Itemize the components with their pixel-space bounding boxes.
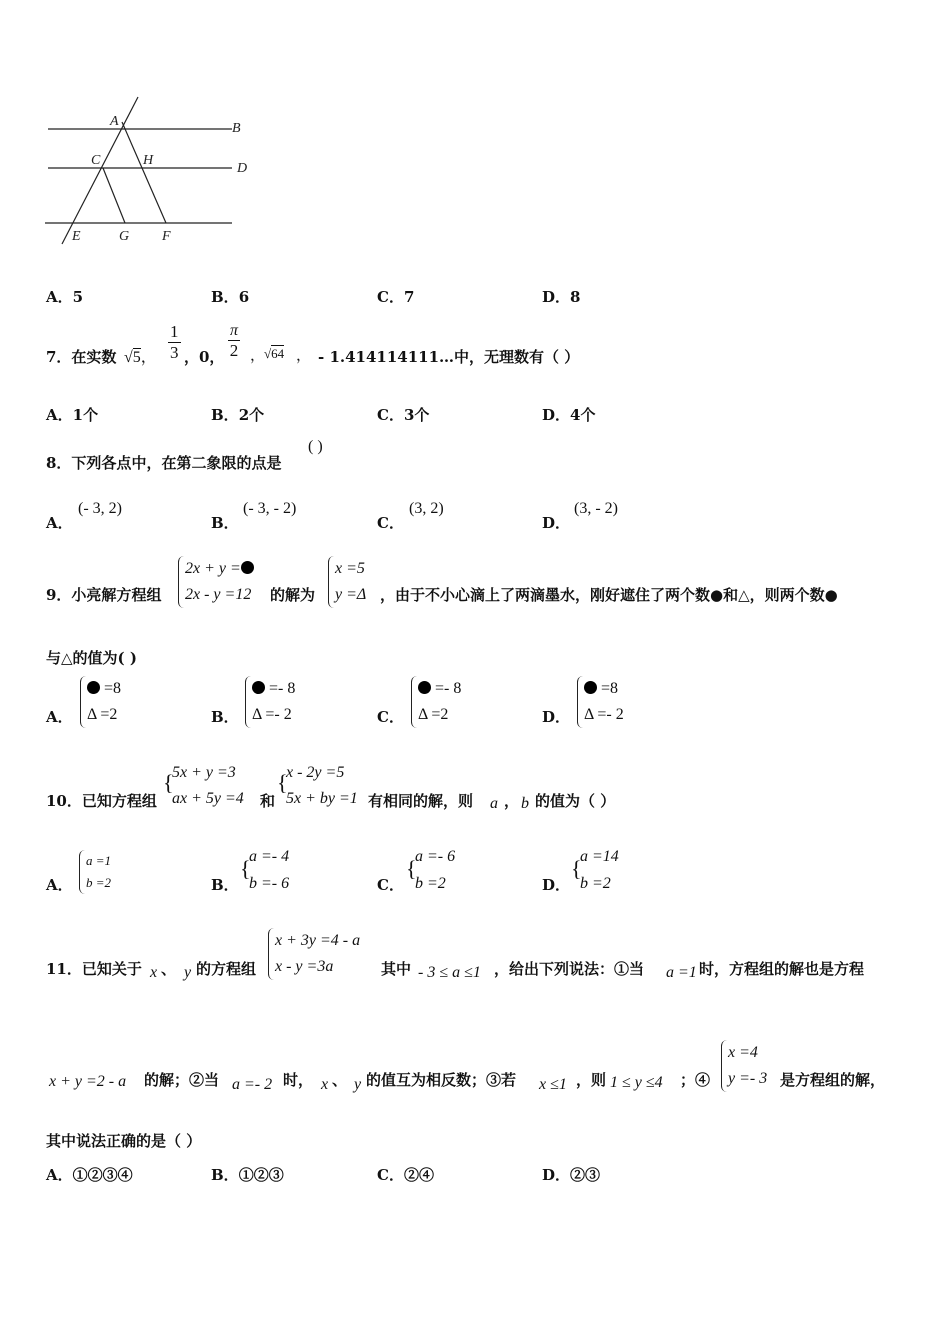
q10-var-b: b bbox=[521, 795, 529, 812]
q7-option-c[interactable]: C．3个 bbox=[377, 406, 430, 424]
q7-option-d[interactable]: D．4个 bbox=[542, 406, 596, 424]
q10-option-a[interactable]: a =1 b =2 bbox=[79, 850, 111, 894]
q11-option-d[interactable]: D．②③ bbox=[542, 1166, 601, 1184]
q8-option-c[interactable]: (3, 2) bbox=[409, 500, 444, 517]
q11-lead: 11．已知关于 bbox=[46, 960, 142, 978]
q11-yrange: 1 ≤ y ≤4 bbox=[610, 1074, 663, 1091]
q10-option-d[interactable]: a =14 b =2 bbox=[580, 848, 619, 892]
brace-icon: { bbox=[163, 770, 174, 795]
geometry-figure bbox=[40, 92, 270, 252]
q11-var-x: x bbox=[150, 964, 158, 981]
q11-xle: x ≤1 bbox=[539, 1076, 567, 1093]
segment-af bbox=[122, 122, 166, 223]
q11-dun: 、 bbox=[161, 960, 177, 978]
q11-option-c[interactable]: C．②④ bbox=[377, 1166, 434, 1184]
q8-option-c-letter[interactable]: C． bbox=[377, 514, 404, 532]
q7-pi-fraction: $\frac{\pi}{2}$ bbox=[229, 322, 239, 360]
q8-option-d-letter[interactable]: D． bbox=[542, 514, 571, 532]
label-d: D bbox=[237, 161, 248, 176]
ink-dot-icon bbox=[418, 681, 431, 694]
q10-option-b-letter[interactable]: B． bbox=[211, 876, 239, 894]
label-a: A bbox=[110, 114, 119, 129]
q8-option-b[interactable]: (- 3, - 2) bbox=[243, 500, 297, 517]
q11-t6: ，则 bbox=[576, 1071, 607, 1089]
brace-icon: { bbox=[277, 770, 288, 795]
q9-tail: ，由于不小心滴上了两滴墨水，刚好遮住了两个数●和△，则两个数● bbox=[380, 586, 838, 604]
q9-option-d-letter[interactable]: D． bbox=[542, 708, 571, 726]
q8-stem: 8．下列各点中，在第二象限的点是 bbox=[46, 454, 282, 472]
ink-dot-icon bbox=[584, 681, 597, 694]
q10-mid: 有相同的解，则 bbox=[368, 792, 474, 810]
q11-t1: ，给出下列说法：①当 bbox=[494, 960, 645, 978]
q9-option-c[interactable]: =- 8 Δ =2 bbox=[411, 676, 461, 728]
q10-option-c-letter[interactable]: C． bbox=[377, 876, 404, 894]
q7-sqrt5: √5， bbox=[124, 349, 157, 366]
q11-t2: 时，方程组的解也是方程 bbox=[699, 960, 865, 978]
q11-option-b[interactable]: B．①②③ bbox=[211, 1166, 284, 1184]
q7-zero: ，0， bbox=[184, 348, 225, 366]
q10-comma: ， bbox=[504, 792, 520, 810]
label-c: C bbox=[91, 153, 101, 168]
q10-tail: 的值为（ ） bbox=[535, 792, 616, 810]
q7-tail: - 1.414114111…中，无理数有（ ） bbox=[318, 348, 580, 366]
q11-dun2: 、 bbox=[332, 1071, 348, 1089]
q9-option-a[interactable]: =8 Δ =2 bbox=[80, 676, 121, 728]
q11-range: - 3 ≤ a ≤1 bbox=[418, 964, 481, 981]
q11-qizhong: 其中 bbox=[381, 960, 412, 978]
label-g: G bbox=[119, 229, 130, 244]
q11-option-a[interactable]: A．①②③④ bbox=[46, 1166, 133, 1184]
q8-option-b-letter[interactable]: B． bbox=[211, 514, 239, 532]
ink-dot-icon bbox=[252, 681, 265, 694]
q9-option-c-letter[interactable]: C． bbox=[377, 708, 404, 726]
q11-t8: 是方程组的解， bbox=[780, 1071, 886, 1089]
q7-sep: ， bbox=[250, 348, 266, 364]
ink-dot-icon bbox=[241, 561, 254, 574]
q9-option-b[interactable]: =- 8 Δ =- 2 bbox=[245, 676, 295, 728]
label-h: H bbox=[143, 153, 154, 168]
q10-system-b: x - 2y =5 5x + by =1 bbox=[286, 764, 358, 807]
q11-mid: 的方程组 bbox=[196, 960, 257, 978]
q11-a1: a =1 bbox=[666, 964, 697, 981]
q10-option-c[interactable]: a =- 6 b =2 bbox=[415, 848, 456, 892]
q9-lead: 9．小亮解方程组 bbox=[46, 586, 162, 604]
q9-option-a-letter[interactable]: A． bbox=[46, 708, 73, 726]
q11-solution: x =4 y =- 3 bbox=[721, 1040, 767, 1092]
q11-t5: 的值互为相反数；③若 bbox=[366, 1071, 517, 1089]
q10-and: 和 bbox=[260, 792, 276, 810]
q11-var-y: y bbox=[184, 964, 192, 981]
q7-number: 7．在实数 bbox=[46, 348, 117, 366]
q8-option-d[interactable]: (3, - 2) bbox=[574, 500, 618, 517]
label-e: E bbox=[72, 229, 81, 244]
q11-var-y2: y bbox=[354, 1076, 362, 1093]
ink-dot-icon bbox=[87, 681, 100, 694]
q9-system: 2x + y = 2x - y =12 bbox=[178, 556, 254, 608]
q9-option-d[interactable]: =8 Δ =- 2 bbox=[577, 676, 624, 728]
brace-icon: { bbox=[571, 856, 582, 881]
q10-var-a: a bbox=[490, 795, 498, 812]
brace-icon: { bbox=[240, 856, 251, 881]
q7-fraction: $\frac{1}{3}$ bbox=[170, 322, 179, 362]
q11-eq: x + y =2 - a bbox=[49, 1073, 127, 1090]
brace-icon: { bbox=[406, 856, 417, 881]
q8-option-a-letter[interactable]: A． bbox=[46, 514, 73, 532]
q11-a2: a =- 2 bbox=[232, 1076, 273, 1093]
q11-system: x + 3y =4 - a x - y =3a bbox=[268, 928, 360, 980]
q10-option-a-letter[interactable]: A． bbox=[46, 876, 73, 894]
q11-var-x2: x bbox=[321, 1076, 329, 1093]
q9-mid: 的解为 bbox=[270, 586, 316, 604]
q9-line2: 与△的值为( ) bbox=[46, 649, 137, 667]
q10-option-b[interactable]: a =- 4 b =- 6 bbox=[249, 848, 290, 892]
q8-paren: ( ) bbox=[308, 438, 323, 455]
q10-option-d-letter[interactable]: D． bbox=[542, 876, 571, 894]
transversal-ae bbox=[62, 97, 138, 244]
q9-option-b-letter[interactable]: B． bbox=[211, 708, 239, 726]
q7-sqrt64: √64 bbox=[264, 346, 285, 361]
q7-option-a[interactable]: A．1个 bbox=[46, 406, 99, 424]
label-f: F bbox=[162, 229, 171, 244]
q6-option-a[interactable]: A．5 bbox=[46, 288, 84, 306]
q11-t3: 的解；②当 bbox=[144, 1071, 220, 1089]
q11-t7: ；④ bbox=[680, 1071, 711, 1089]
q11-t4: 时， bbox=[283, 1071, 314, 1089]
q7-sep-2: ， bbox=[296, 348, 312, 364]
q10-system-a: 5x + y =3 ax + 5y =4 bbox=[172, 764, 244, 807]
q6-option-c[interactable]: C．7 bbox=[377, 288, 415, 306]
segment-cg bbox=[103, 168, 125, 223]
label-b: B bbox=[232, 121, 241, 136]
q10-lead: 10．已知方程组 bbox=[46, 792, 157, 810]
q9-solution: x =5 y =Δ bbox=[328, 556, 366, 608]
q6-option-d[interactable]: D．8 bbox=[542, 288, 581, 306]
q7-option-b[interactable]: B．2个 bbox=[211, 406, 265, 424]
q11-line3: 其中说法正确的是（ ） bbox=[46, 1132, 202, 1150]
q8-option-a[interactable]: (- 3, 2) bbox=[78, 500, 122, 517]
q6-option-b[interactable]: B．6 bbox=[211, 288, 250, 306]
